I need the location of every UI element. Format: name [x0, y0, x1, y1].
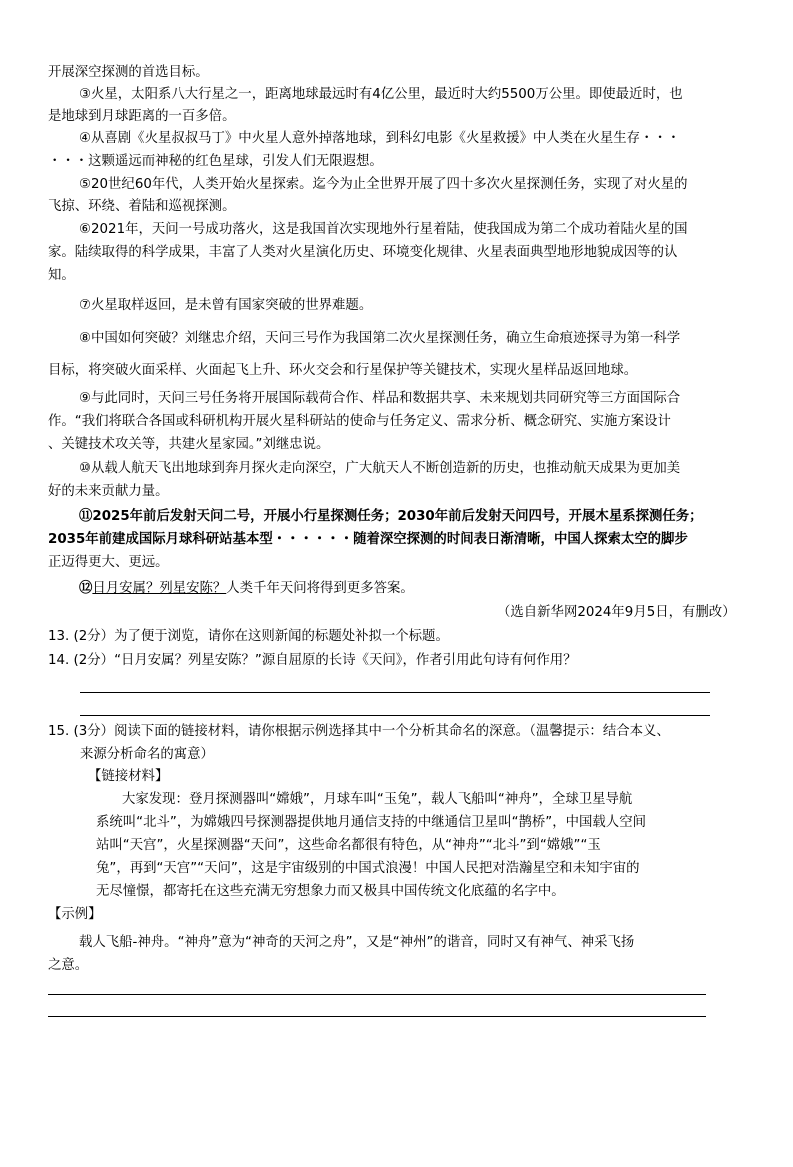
- article-line: ⑤20世纪60年代，人类开始火星探索。迄今为止全世界开展了四十多次火星探测任务，实现了对火星的: [79, 177, 688, 192]
- article-line: ⑨与此同时，天问三号任务将开展国际载荷合作、样品和数据共享、未来规划共同研究等三方面国际合: [79, 391, 681, 406]
- link-material-title: 【链接材料】: [88, 769, 169, 784]
- article-line: 飞掠、环绕、着陆和巡视探测。: [48, 199, 236, 214]
- question-14: 14. (2分）“日月安属？列星安陈？”源自屈原的长诗《天问》，作者引用此句诗有何作用？: [48, 653, 577, 668]
- link-material-line: 兔”，再到“天宫”“天问”，这是宇宙级别的中国式浪漫！中国人民把对浩瀚星空和未知宇宙的: [96, 861, 640, 876]
- p12-rest: 人类千年天问将得到更多答案。: [226, 581, 414, 596]
- question-15: 15. (3分）阅读下面的链接材料，请你根据示例选择其中一个分析其命名的深意。（温馨提示：结合本义、: [48, 724, 670, 739]
- article-line: ③火星，太阳系八大行星之一，距离地球最远时有4亿公里，最近时大约5500万公里。即使最近时，也: [79, 87, 683, 102]
- article-line: ⑦火星取样返回，是未曾有国家突破的世界难题。: [79, 298, 373, 313]
- article-line: ⑧中国如何突破？刘继忠介绍，天问三号作为我国第二次火星探测任务，确立生命痕迹探寻为第一科学: [79, 331, 681, 346]
- example-line: 之意。: [48, 958, 89, 973]
- link-material-line: 系统叫“北斗”，为嫦娥四号探测器提供地月通信支持的中继通信卫星叫“鹊桥”，中国载人空间: [96, 815, 646, 830]
- link-material-line: 大家发现：登月探测器叫“嫦娥”，月球车叫“玉兔”，载人飞船叫“神舟”，全球卫星导航: [122, 792, 633, 807]
- p11-text: 2025年前后发射天问二号，开展小行星探测任务；2030年前后发射天问四号，开展木星系探测任务；: [92, 509, 703, 524]
- question-15-cont: 来源分析命名的寓意）: [80, 747, 214, 762]
- article-line: 目标，将突破火面采样、火面起飞上升、环火交会和行星保护等关键技术，实现火星样品返回地球。: [48, 363, 638, 378]
- quoted-verse: 日月安属？列星安陈？: [92, 581, 227, 596]
- article-p11-line2: 2035年前建成国际月球科研站基本型・・・・・・随着深空探测的时间表日渐清晰，中国人探索太空的脚步: [48, 532, 688, 547]
- link-material-line: 无尽憧憬，都寄托在这些充满无穷想象力而又极具中国传统文化底蕴的名字中。: [96, 884, 565, 899]
- article-line: 好的未来贡献力量。: [48, 484, 169, 499]
- article-line: 、关键技术攻关等，共建火星家园。”刘继忠说。: [48, 437, 330, 452]
- answer-line-q15[interactable]: [48, 1016, 706, 1017]
- article-line: ⑩从载人航天飞出地球到奔月探火走向深空，广大航天人不断创造新的历史，也推动航天成果为更加美: [79, 461, 681, 476]
- article-p11-line1: [79, 508, 703, 526]
- article-p11-line3: 正迈得更大、更远。: [48, 555, 169, 570]
- link-material-line: 站叫“天宫”，火星探测器“天问”，这些命名都很有特色，从“神舟”“北斗”到“嫦娥”“玉: [96, 838, 601, 853]
- example-title: 【示例】: [48, 907, 102, 922]
- article-line: ・・・这颗遥远而神秘的红色星球，引发人们无限遐想。: [48, 154, 383, 169]
- article-source: （选自新华网2024年9月5日，有删改）: [497, 605, 736, 620]
- answer-line-q14[interactable]: [80, 692, 710, 693]
- answer-line-q15[interactable]: [48, 994, 706, 995]
- article-line: 知。: [48, 268, 75, 283]
- article-line: 是地球到月球距离的一百多倍。: [48, 109, 236, 124]
- article-line: 开展深空探测的首选目标。: [48, 65, 209, 80]
- example-line: 载人飞船-神舟。“神舟”意为“神奇的天河之舟”，又是“神州”的谐音，同时又有神气、神采飞扬: [79, 935, 635, 950]
- article-line: ⑥2021年，天问一号成功落火，这是我国首次实现地外行星着陆，使我国成为第二个成功着陆火星的国: [79, 222, 688, 237]
- answer-line-q14[interactable]: [80, 715, 710, 716]
- paragraph-number: ⑪: [79, 509, 93, 524]
- article-line: 家。陆续取得的科学成果，丰富了人类对火星演化历史、环境变化规律、火星表面典型地形地貌成因等的认: [48, 245, 678, 260]
- article-line: ④从喜剧《火星叔叔马丁》中火星人意外掉落地球，到科幻电影《火星救援》中人类在火星生存・・・: [79, 131, 681, 146]
- article-p12-line: [79, 580, 414, 598]
- question-13: 13. (2分）为了便于浏览，请你在这则新闻的标题处补拟一个标题。: [48, 629, 449, 644]
- article-line: 作。“我们将联合各国或科研机构开展火星科研站的使命与任务定义、需求分析、概念研究、实施方案设计: [48, 414, 671, 429]
- paragraph-number: ⑫: [79, 581, 93, 596]
